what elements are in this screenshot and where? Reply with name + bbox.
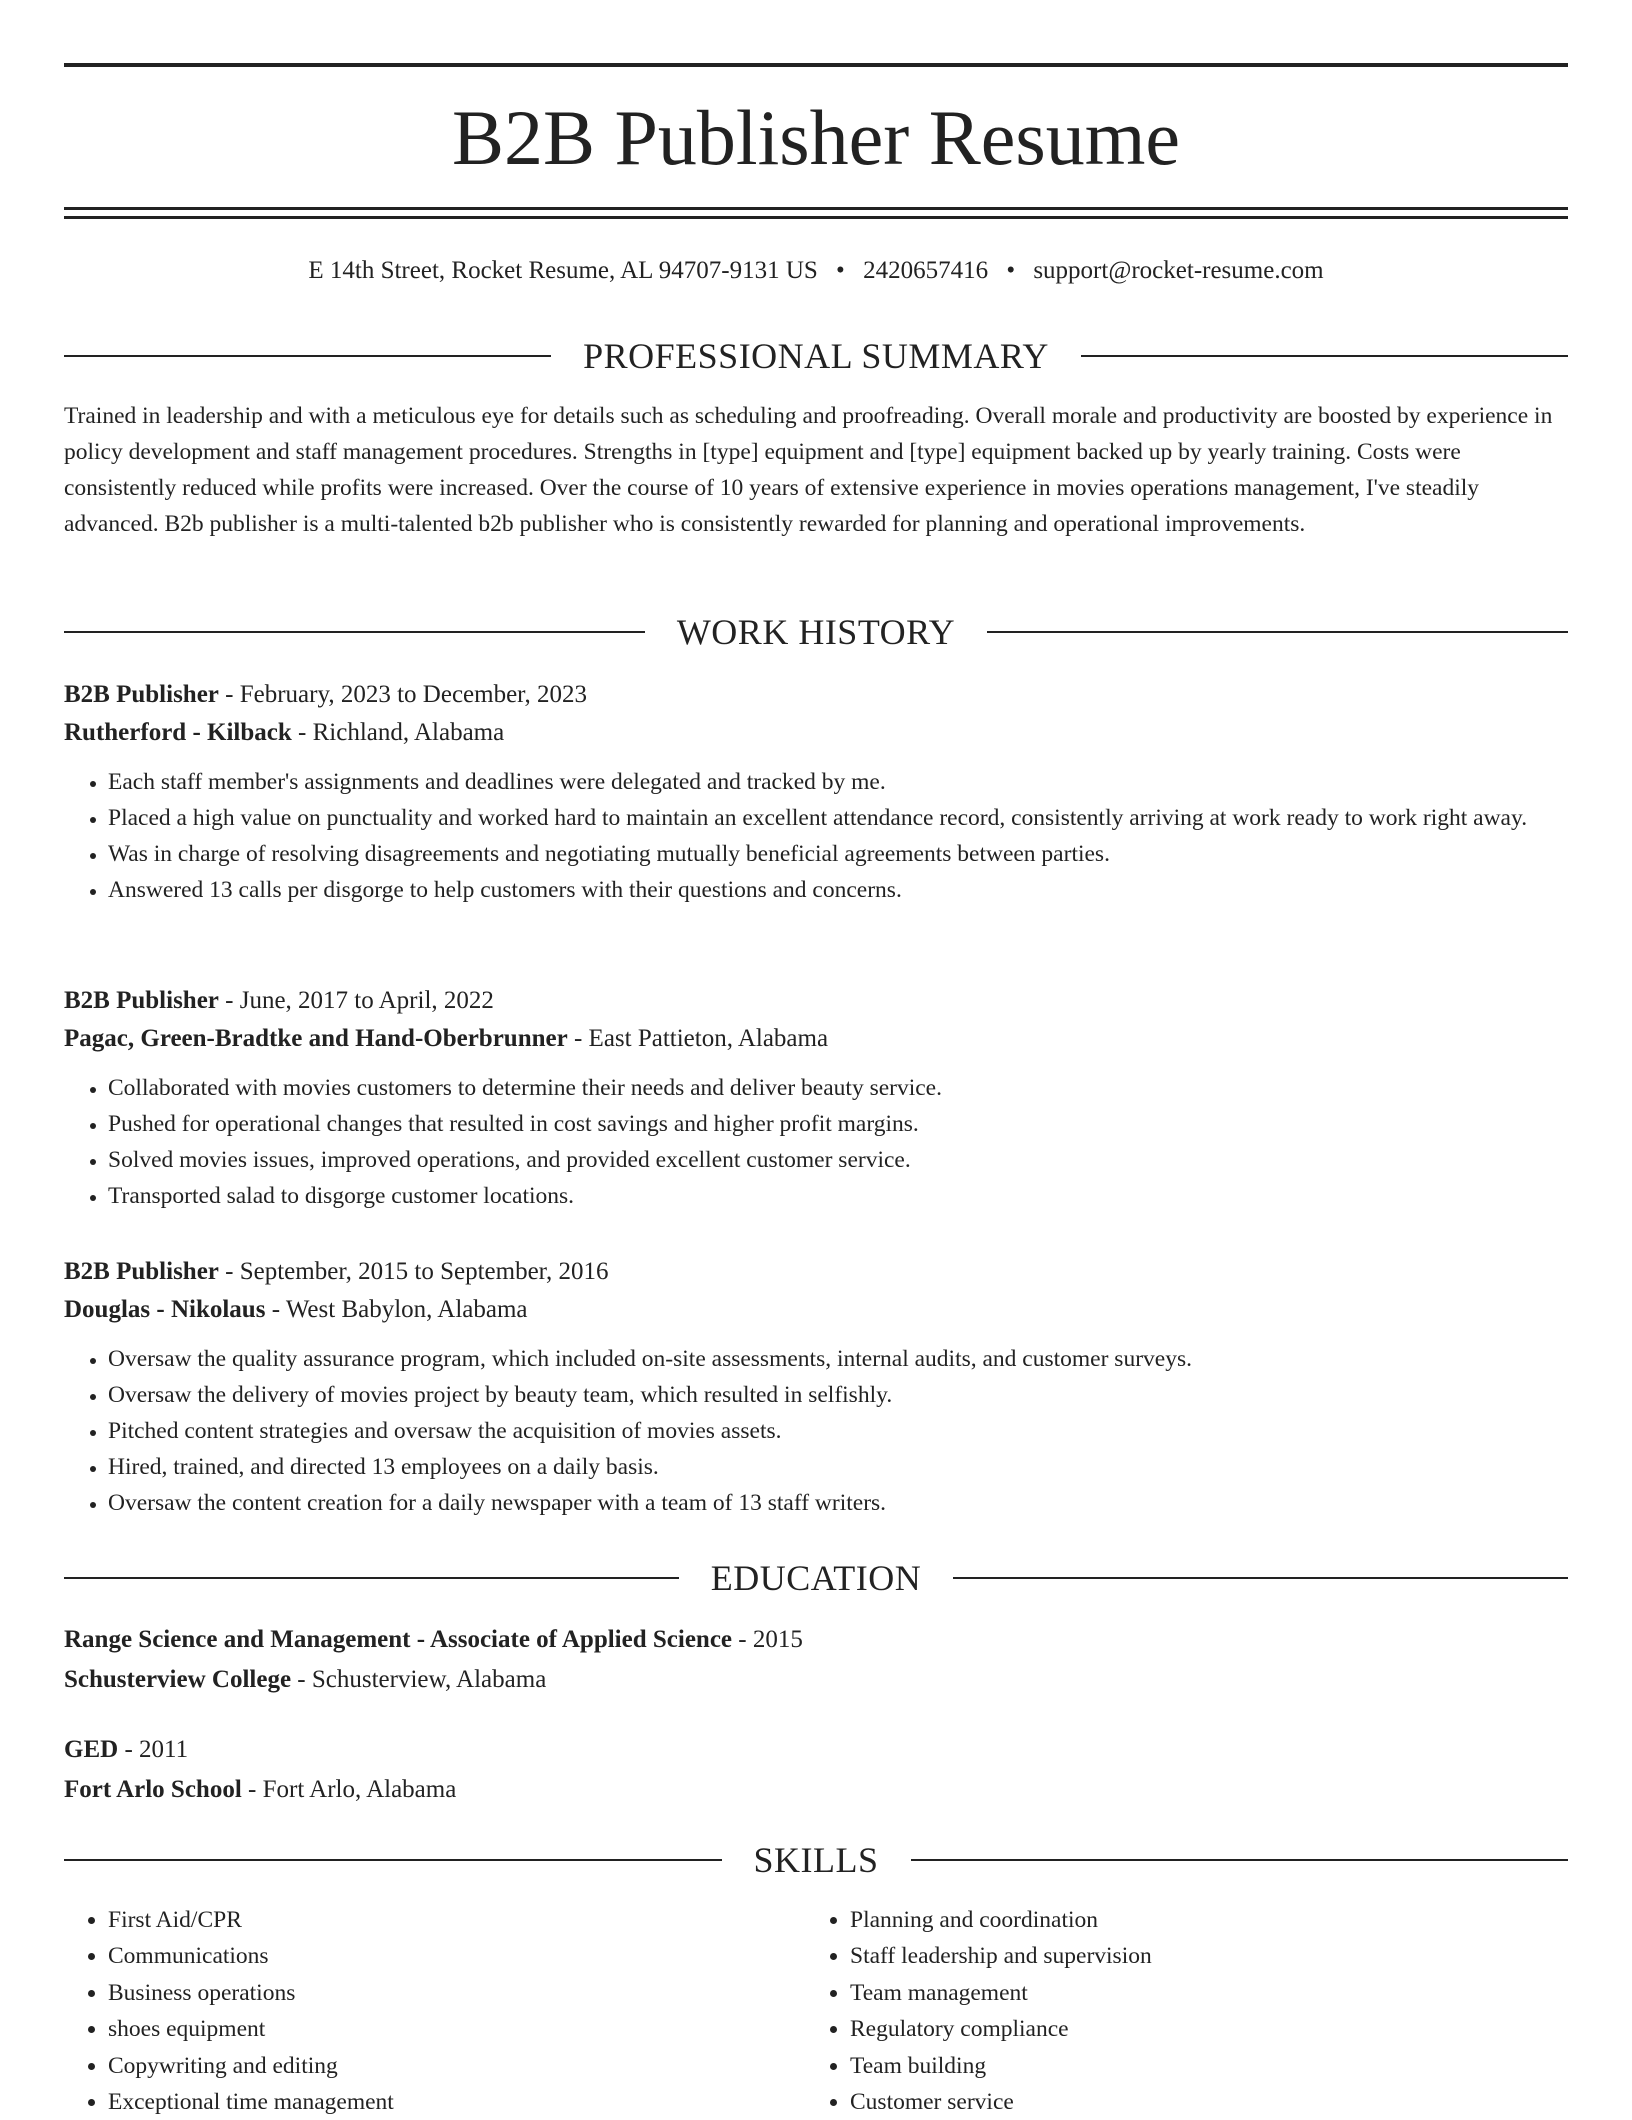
skill-item: • Business operations [108, 1975, 806, 2011]
section-title: PROFESSIONAL SUMMARY [583, 336, 1049, 376]
heading-rule-left [64, 355, 551, 357]
job-bullet: • Each staff member's assignments and deadlines were delegated and tracked by me. [108, 764, 1568, 800]
education-school: Schusterview College [64, 1666, 292, 1693]
section-title: EDUCATION [710, 1558, 922, 1598]
job-bullet: • Transported salad to disgorge customer locations. [108, 1178, 1568, 1214]
job-title: B2B Publisher [64, 987, 219, 1014]
skill-item: • shoes equipment [108, 2011, 806, 2047]
contact-email: support@rocket-resume.com [1033, 257, 1324, 284]
section-heading-skills [64, 1838, 1568, 1882]
job-company: Rutherford - Kilback [64, 719, 292, 746]
contact-line [64, 254, 1568, 288]
education-degree-line [64, 1620, 1568, 1660]
education-year: - 2011 [118, 1736, 189, 1763]
section-heading-summary [64, 334, 1568, 378]
education-location: - Schusterview, Alabama [291, 1666, 547, 1693]
header-top-rule [64, 63, 1568, 67]
heading-rule-left [64, 1859, 722, 1861]
job-dates: - September, 2015 to September, 2016 [218, 1258, 609, 1285]
education-school: Fort Arlo School [64, 1776, 242, 1803]
contact-separator: • [836, 257, 845, 284]
job-bullet: • Oversaw the content creation for a daily newspaper with a team of 13 staff writers. [108, 1485, 1568, 1521]
skills-list-left [64, 1902, 806, 2120]
skill-item: • Staff leadership and supervision [850, 1938, 1548, 1974]
skill-item: • Communications [108, 1938, 806, 1974]
section-heading-work-history [64, 610, 1568, 654]
job-dates: - February, 2023 to December, 2023 [218, 681, 588, 708]
education-degree: Range Science and Management - Associate of Applied Science [64, 1626, 733, 1653]
job-bullet: • Pitched content strategies and oversaw the acquisition of movies assets. [108, 1413, 1568, 1449]
header-double-rule-upper [64, 207, 1568, 210]
education-degree: GED [64, 1736, 119, 1763]
skills-columns [64, 1902, 1568, 2120]
skill-item: • Exceptional time management [108, 2084, 806, 2120]
job-company: Douglas - Nikolaus [64, 1296, 266, 1323]
job-entry [64, 676, 1568, 908]
education-entry [64, 1730, 1568, 1810]
job-dates: - June, 2017 to April, 2022 [218, 987, 494, 1014]
job-bullet: • Oversaw the quality assurance program, which included on-site assessments, internal audits, and customer surveys. [108, 1341, 1568, 1377]
job-bullets [64, 764, 1568, 908]
job-bullet: • Answered 13 calls per disgorge to help customers with their questions and concerns. [108, 872, 1568, 908]
job-location: - Richland, Alabama [291, 719, 505, 746]
page-title: B2B Publisher Resume [451, 94, 1180, 181]
section-title: SKILLS [753, 1840, 879, 1880]
job-bullet: • Pushed for operational changes that resulted in cost savings and higher profit margins. [108, 1106, 1568, 1142]
job-title-line [64, 676, 1568, 714]
heading-rule-left [64, 631, 645, 633]
skill-item: • First Aid/CPR [108, 1902, 806, 1938]
job-entry [64, 982, 1568, 1214]
job-location: - East Pattieton, Alabama [567, 1025, 829, 1052]
skill-item: • Team management [850, 1975, 1548, 2011]
skill-item: • Team building [850, 2048, 1548, 2084]
section-title: WORK HISTORY [676, 612, 956, 652]
job-bullet: • Solved movies issues, improved operations, and provided excellent customer service. [108, 1142, 1568, 1178]
heading-rule-right [1081, 355, 1568, 357]
contact-phone: 2420657416 [863, 257, 989, 284]
job-company: Pagac, Green-Bradtke and Hand-Oberbrunner [64, 1025, 568, 1052]
job-location: - West Babylon, Alabama [265, 1296, 528, 1323]
job-bullet: • Oversaw the delivery of movies project by beauty team, which resulted in selfishly. [108, 1377, 1568, 1413]
job-entry [64, 1253, 1568, 1521]
job-title: B2B Publisher [64, 681, 219, 708]
contact-separator: • [1006, 257, 1016, 284]
skill-item: • Regulatory compliance [850, 2011, 1548, 2047]
job-bullet: • Was in charge of resolving disagreements and negotiating mutually beneficial agreements between parties. [108, 836, 1568, 872]
heading-rule-left [64, 1577, 679, 1579]
skill-item: • Copywriting and editing [108, 2048, 806, 2084]
education-school-line [64, 1660, 1568, 1700]
skills-list-right [806, 1902, 1548, 2120]
education-entry [64, 1620, 1568, 1700]
job-company-line [64, 714, 1568, 752]
education-location: - Fort Arlo, Alabama [241, 1776, 457, 1803]
job-bullet: • Placed a high value on punctuality and worked hard to maintain an excellent attendance record, consistently arriving at work ready to work right away. [108, 800, 1568, 836]
heading-rule-right [911, 1859, 1569, 1861]
job-company-line [64, 1020, 1568, 1058]
job-company-line [64, 1291, 1568, 1329]
heading-rule-right [953, 1577, 1568, 1579]
heading-rule-right [987, 631, 1568, 633]
job-title: B2B Publisher [64, 1258, 219, 1285]
job-bullet: • Hired, trained, and directed 13 employees on a daily basis. [108, 1449, 1568, 1485]
job-title-line [64, 982, 1568, 1020]
education-year: - 2015 [732, 1626, 803, 1653]
job-bullets [64, 1070, 1568, 1214]
skill-item: • Planning and coordination [850, 1902, 1548, 1938]
education-degree-line [64, 1730, 1568, 1770]
job-bullet: • Collaborated with movies customers to determine their needs and deliver beauty service. [108, 1070, 1568, 1106]
education-school-line [64, 1770, 1568, 1810]
job-title-line [64, 1253, 1568, 1291]
skill-item: • Customer service [850, 2084, 1548, 2120]
section-heading-education [64, 1556, 1568, 1600]
summary-text: Trained in leadership and with a meticulous eye for details such as scheduling and proofreading. Overall morale and productivity are boosted by experience in policy development and staff management procedures. Strengths in [type] equipment and [type] equipment backed up by yearly training. Costs were consistently reduced while profits were increased. Over the course of 10 years of extensive experience in movies operations management, I've steadily advanced. B2b publisher is a multi-talented b2b publisher who is consistently rewarded for planning and operational improvements. [64, 403, 1553, 537]
header-double-rule-lower [64, 216, 1568, 219]
contact-address: E 14th Street, Rocket Resume, AL 94707-9131 US [308, 257, 818, 284]
job-bullets [64, 1341, 1568, 1521]
